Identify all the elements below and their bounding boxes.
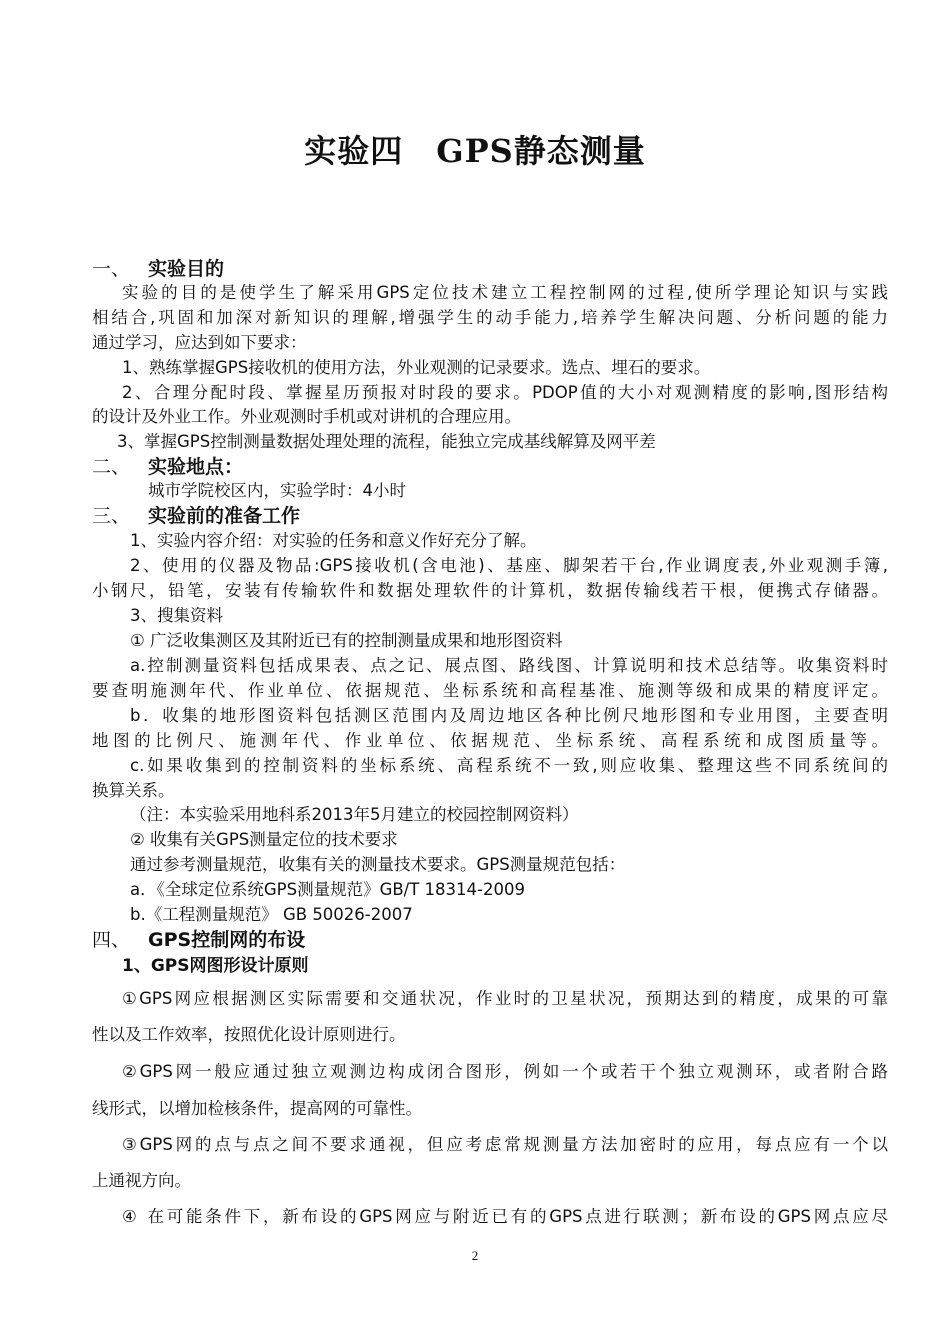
paragraph-line: 通过学习，应达到如下要求： <box>92 333 307 352</box>
paragraph-line: ② 收集有关GPS测量定位的技术要求 <box>130 830 398 849</box>
paragraph-line: 城市学院校区内，实验学时：4小时 <box>148 481 406 500</box>
section-number: 三、 <box>92 505 131 527</box>
section-number: 二、 <box>92 456 131 478</box>
page-number: 2 <box>471 1248 479 1263</box>
paragraph-line: 的设计及外业工作。外业观测时手机或对讲机的合理应用。 <box>92 407 521 426</box>
paragraph-line: 2、合理分配时段、掌握星历预报对时段的要求。PDOP值的大小对观测精度的影响,图形结构 <box>122 383 888 402</box>
section-heading-3 <box>92 504 300 528</box>
section-title: 实验地点： <box>148 456 244 478</box>
paragraph-line: a.控制测量资料包括成果表、点之记、展点图、路线图、计算说明和技术总结等。收集资料时 <box>130 656 888 675</box>
paragraph-line: 1、熟练掌握GPS接收机的使用方法，外业观测的记录要求。选点、埋石的要求。 <box>122 358 711 377</box>
paragraph-line: 相结合,巩固和加深对新知识的理解,增强学生的动手能力,培养学生解决问题、分析问题的能力 <box>92 308 888 327</box>
paragraph-line: （注：本实验采用地科系2013年5月建立的校园控制网资料） <box>130 805 579 824</box>
subsection-heading: 1、GPS网图形设计原则 <box>122 956 309 976</box>
section-title: 实验前的准备工作 <box>148 505 301 527</box>
paragraph-line: ① 广泛收集测区及其附近已有的控制测量成果和地形图资料 <box>130 631 563 650</box>
paragraph-line: ③GPS网的点与点之间不要求通视，但应考虑常规测量方法加密时的应用，每点应有一个以 <box>122 1135 888 1154</box>
section-number: 一、 <box>92 258 131 280</box>
section-heading-1 <box>92 257 224 281</box>
paragraph-line: b．收集的地形图资料包括测区范围内及周边地区各种比例尺地形图和专业用图，主要查明 <box>130 706 888 725</box>
paragraph-line: 2、使用的仪器及物品:GPS接收机(含电池)、基座、脚架若干台,作业调度表,外业观测手簿, <box>130 556 888 575</box>
section-title: GPS控制网的布设 <box>148 929 306 951</box>
section-title: 实验目的 <box>148 258 225 280</box>
section-number: 四、 <box>92 929 131 951</box>
paragraph-line: 实验的目的是使学生了解采用GPS定位技术建立工程控制网的过程,使所学理论知识与实践 <box>122 283 888 302</box>
paragraph-line: 性以及工作效率，按照优化设计原则进行。 <box>92 1025 406 1044</box>
paragraph-line: 地图的比例尺、施测年代、作业单位、依据规范、坐标系统、高程系统和成图质量等。 <box>92 731 888 750</box>
paragraph-line: 要查明施测年代、作业单位、依据规范、坐标系统和高程基准、施测等级和成果的精度评定。 <box>92 681 888 700</box>
section-heading-4 <box>92 928 305 952</box>
paragraph-line: b.《工程测量规范》 GB 50026-2007 <box>130 905 413 924</box>
paragraph-line: a．《全球定位系统GPS测量规范》GB/T 18314-2009 <box>130 880 525 899</box>
paragraph-line: 3、掌握GPS控制测量数据处理处理的流程，能独立完成基线解算及网平差 <box>117 432 656 451</box>
paragraph-line: 上通视方向。 <box>92 1171 191 1190</box>
paragraph-line: ④ 在可能条件下，新布设的GPS网应与附近已有的GPS点进行联测；新布设的GPS网点应尽 <box>122 1207 888 1226</box>
paragraph-line: ①GPS网应根据测区实际需要和交通状况，作业时的卫星状况，预期达到的精度，成果的可靠 <box>122 989 888 1008</box>
paragraph-line: 3、搜集资料 <box>130 606 223 625</box>
paragraph-line: 线形式，以增加检核条件，提高网的可靠性。 <box>92 1099 422 1118</box>
paragraph-line: 1、实验内容介绍：对实验的任务和意义作好充分了解。 <box>130 531 537 550</box>
section-heading-2 <box>92 455 243 479</box>
paragraph-line: 小钢尺，铅笔，安装有传输软件和数据处理软件的计算机，数据传输线若干根，便携式存储器。 <box>92 581 888 600</box>
page-title: 实验四 GPS静态测量 <box>304 132 646 170</box>
paragraph-line: 换算关系。 <box>92 781 175 800</box>
paragraph-line: ②GPS网一般应通过独立观测边构成闭合图形，例如一个或若干个独立观测环，或者附合路 <box>122 1062 888 1081</box>
paragraph-line: 通过参考测量规范，收集有关的测量技术要求。GPS测量规范包括： <box>130 855 626 874</box>
paragraph-line: c.如果收集到的控制资料的坐标系统、高程系统不一致,则应收集、整理这些不同系统间的 <box>130 756 888 775</box>
